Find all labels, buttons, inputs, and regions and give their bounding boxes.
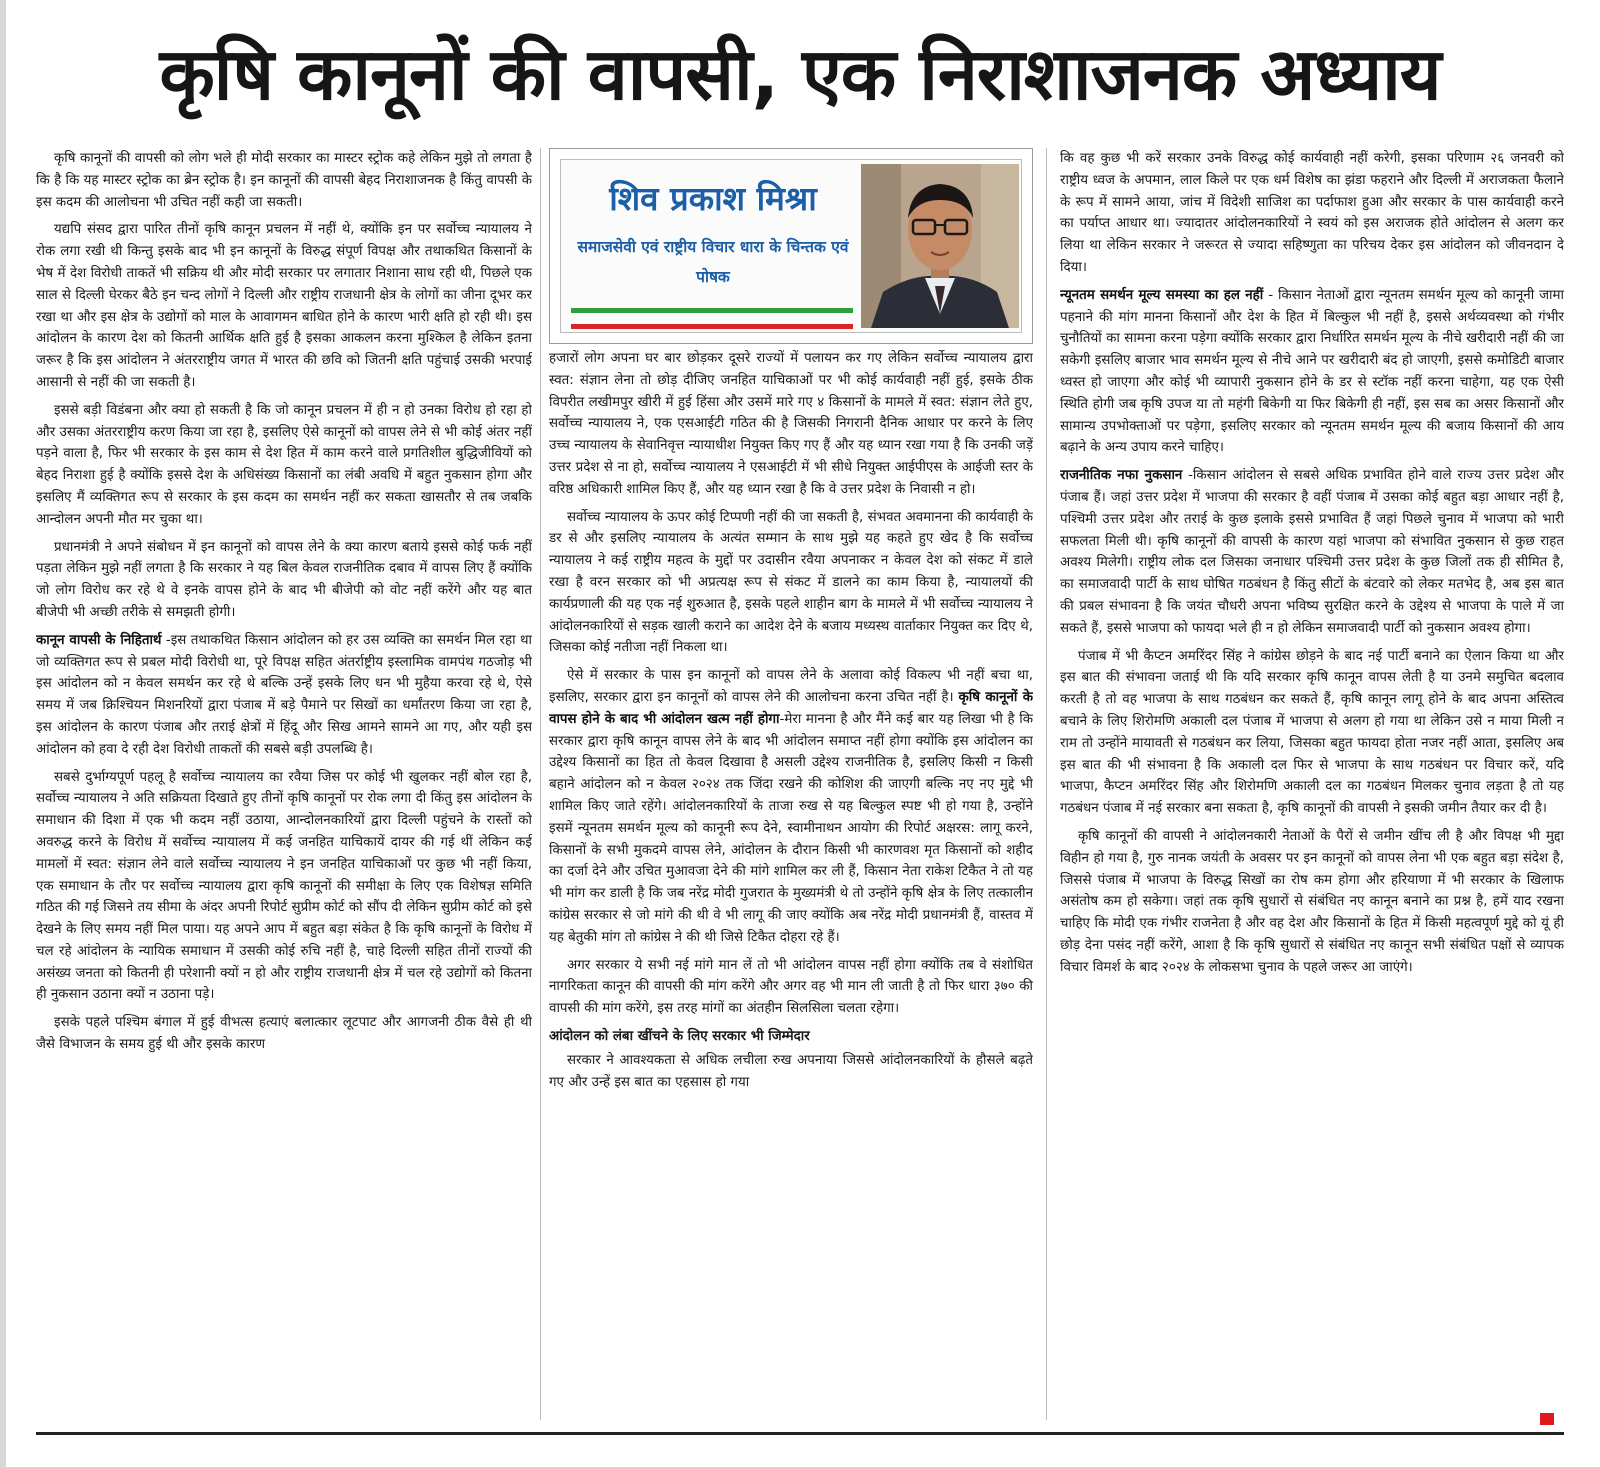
author-box [549, 148, 1033, 344]
paragraph [549, 665, 1033, 948]
subheading: कानून वापसी के निहितार्थ [36, 632, 162, 648]
paragraph: प्रधानमंत्री ने अपने संबोधन में इन कानूनों को वापस लेने के क्या कारण बताये इससे कोई फर्क नहीं पड़ता लेकिन मुझे नहीं लगता है कि सरकार ने यह बिल केवल राजनीतिक दबाव में वापस लिए हैं क्योंकि जो लोग विरोध कर रहे थे वे इनके वापस होने के बाद भी बीजेपी को वोट नहीं करेंगे और यह बात बीजेपी भी अच्छी तरीके से समझती होगी। [36, 539, 532, 620]
author-box-inner [560, 159, 1022, 333]
paragraph: सरकार ने आवश्यकता से अधिक लचीला रुख अपनाया जिससे आंदोलनकारियों के हौसले बढ़ते गए और उन्हें इस बात का एहसास हो गया [549, 1052, 1033, 1090]
article-headline: कृषि कानूनों की वापसी, एक निराशाजनक अध्याय [159, 32, 1441, 116]
paragraph: हजारों लोग अपना घर बार छोड़कर दूसरे राज्यों में पलायन कर गए लेकिन सर्वोच्च न्यायालय द्वारा स्वत: संज्ञान लेना तो छोड़ दीजिए जनहित याचिकाओं पर भी कोई कार्यवाही नहीं हुई, इसके ठीक विपरीत लखीमपुर खीरी में हुई हिंसा और उसमें मारे गए ४ किसानों के मामले में स्वत: संज्ञान लेते हुए, सर्वोच्च न्यायालय ने, एक एसआईटी गठित की है जिसकी निगरानी दैनिक आधार पर करने के लिए उच्च न्यायालय के सेवानिवृत्त न्यायाधीश नियुक्त किए गए हैं और यह ध्यान रखा गया है कि उनकी जड़ें उत्तर प्रदेश से ना हो, सर्वोच्च न्यायालय ने एसआईटी में भी सीधे नियुक्त आईपीएस के आईजी स्तर के वरिष्ठ अधिकारी शामिल किए हैं, और यह ध्यान रखा है कि वे उत्तर प्रदेश के निवासी न हो। [549, 351, 1033, 497]
green-band [571, 308, 853, 313]
paragraph-text: -मेरा मानना है और मैंने कई बार यह लिखा भी है कि सरकार द्वारा कृषि कानून वापस लेने के बाद भी आंदोलन समाप्त नहीं होगा क्योंकि इस आंदोलन का उद्देश्य किसानों का हित तो केवल दिखावा है असली उद्देश्य राजनीतिक है, इसलिए किसी न किसी बहाने आंदोलन को न केवल २०२४ तक जिंदा रखने की कोशिश की जाएगी बल्कि नए नए मुद्दे भी शामिल किए जाते रहेंगे। आंदोलनकारियों के ताजा रुख से यह बिल्कुल स्पष्ट भी हो गया है, उन्होंने इसमें न्यूनतम समर्थन मूल्य को कानूनी रूप देने, स्वामीनाथन आयोग की रिपोर्ट अक्षरस: लागू करने, किसानों के सभी मुकदमे वापस लेने, आंदोलन के दौरान किसी भी कारणवश मृत किसानों को शहीद का दर्जा देने और उचित मुआवजा देने की मांगे शामिल कर ली हैं, किसान नेता राकेश टिकैत ने तो यह भी मांग कर डाली है कि जब नरेंद्र मोदी गुजरात के मुख्यमंत्री थे तो उन्होंने कृषि क्षेत्र के लिए तत्कालीन कांग्रेस सरकार से जो मांगे की थी वे भी लागू की जाए क्योंकि अब नरेंद्र मोदी प्रधानमंत्री हैं, वास्तव में यह बेतुकी मांग तो कांग्रेस ने की थी जिसे टिकैत दोहरा रहे हैं। [549, 711, 1033, 945]
subheading: न्यूनतम समर्थन मूल्य समस्या का हल नहीं [1060, 287, 1264, 303]
author-role: समाजसेवी एवं राष्ट्रीय विचार धारा के चिन्तक एवं पोषक [577, 238, 849, 286]
paragraph [1060, 285, 1564, 459]
page-left-edge [0, 0, 6, 1467]
paragraph: कृषि कानूनों की वापसी को लोग भले ही मोदी सरकार का मास्टर स्ट्रोक कहे लेकिन मुझे तो लगता है कि है कि यह मास्टर स्ट्रोक का ब्रेन स्ट्रोक है। इन कानूनों की वापसी बेहद निराशाजनक है किंतु वापसी के इस कदम की आलोचना भी उचित नहीं कही जा सकती। [36, 151, 532, 210]
subheading: राजनीतिक नफा नुकसान [1060, 468, 1183, 484]
subheading: कृषि कानूनों के वापस होने के बाद भी आंदोलन खत्म नहीं होगा [549, 689, 1033, 727]
paragraph [1060, 465, 1564, 639]
bottom-rule [36, 1432, 1564, 1435]
article-column-1 [36, 148, 532, 1420]
column-divider [1046, 148, 1047, 1420]
paragraph-text: ऐसे में सरकार के पास इन कानूनों को वापस लेने के अलावा कोई विकल्प भी नहीं बचा था, इसलिए, सरकार द्वारा इन कानूनों को वापस लेने की आलोचना करना उचित नहीं है। [549, 668, 1033, 705]
paragraph-text: - किसान नेताओं द्वारा न्यूनतम समर्थन मूल्य को कानूनी जामा पहनाने की मांग मानना किसानों और देश के हित में बिल्कुल भी नहीं है, इससे अर्थव्यवस्था को गंभीर चुनौतियों का सामना करना पड़ेगा क्योंकि सरकार द्वारा निर्धारित समर्थन मूल्य के नीचे खरीदारी नहीं की जा सकेगी इसलिए बाजार भाव समर्थन मूल्य से नीचे आने पर खरीदारी बंद हो जाएगी, इससे कमोडिटी बाजार ध्वस्त हो जाएगा और कोई भी व्यापारी नुकसान होने के डर से स्टॉक नहीं करना चाहेगा, यह एक ऐसी स्थिति होगी जब कृषि उपज या तो महंगी बिकेगी या फिर बिकेगी ही नहीं, इस सब का असर किसानों और सामान्य उपभोक्ताओं पर पड़ेगा, इसलिए सरकार को न्यूनतम समर्थन मूल्य की बजाय किसानों की आय बढ़ाने के अन्य उपाय करने चाहिए। [1060, 287, 1564, 456]
red-band [571, 324, 853, 329]
paragraph: इसके पहले पश्चिम बंगाल में हुई वीभत्स हत्याएं बलात्कार लूटपाट और आगजनी ठीक वैसे ही थी जैसे विभाजन के समय हुई थी और इसके कारण [36, 1015, 532, 1053]
paragraph-text: -इस तथाकथित किसान आंदोलन को हर उस व्यक्ति का समर्थन मिल रहा था जो व्यक्तिगत रूप से प्रबल मोदी विरोधी था, पूरे विपक्ष सहित अंतर्राष्ट्रीय इस्लामिक वामपंथ गठजोड़ भी इस आंदोलन को न केवल समर्थन कर रहे थे बल्कि उन्हें इसके लिए धन भी मुहैया करवा रहे थे, ऐसे समय में जब क्रिश्चियन मिशनरियों द्वारा पंजाब में बड़े पैमाने पर सिखों का धर्मांतरण किया जा रहा है, इस आंदोलन के कारण पंजाब और तराई क्षेत्रों में हिंदू और सिख आमने सामने आ गए, और यही इस आंदोलन को हवा दे रही देश विरोधी ताकतों की सबसे बड़ी उपलब्धि है। [36, 632, 532, 757]
author-name: शिव प्रकाश मिश्रा [609, 179, 817, 218]
paragraph: यद्यपि संसद द्वारा पारित तीनों कृषि कानून प्रचलन में नहीं थे, क्योंकि इन पर सर्वोच्च न्यायालय ने रोक लगा रखी थी किन्तु इसके बाद भी इन कानूनों के विरुद्ध संपूर्ण विपक्ष और तथाकथित किसानों के भेष में देश विरोधी ताकतें भी सक्रिय थी और मोदी सरकार पर लगातार निशाना साध रही थी, पिछले एक साल से दिल्ली घेरकर बैठे इन चन्द लोगों ने दिल्ली और राष्ट्रीय राजधानी क्षेत्र के लोगों का जीना दूभर कर रखा था और इस क्षेत्र के उद्योगों को माल के आवागमन बाधित होने के कारण भारी क्षति हो रही थी। इस आंदोलन के कारण देश को कितनी आर्थिक क्षति हुई है इसका आकलन करना मुश्किल है लेकिन इतना जरूर है कि इस आंदोलन ने अंतरराष्ट्रीय जगत में भारत की छवि को जितनी क्षति पहुंचाई उसकी भरपाई आसानी से नहीं की जा सकती है। [36, 222, 532, 390]
paragraph: इससे बड़ी विडंबना और क्या हो सकती है कि जो कानून प्रचलन में ही न हो उनका विरोध हो रहा हो और उसका अंतरराष्ट्रीय करण किया जा रहा है, इसलिए ऐसे कानूनों को वापस लेने से भी कोई अंतर नहीं पड़ने वाला है, फिर भी सरकार के इस काम से देश हित में काम करने वाले प्रगतिशील बुद्धिजीवियों को बेहद निराशा हुई है क्योंकि इससे देश के अधिसंख्य किसानों का लंबी अवधि में बहुत नुकसान होगा और इसलिए मैं व्यक्तिगत रूप से सरकार के इस कदम का समर्थन नहीं कर सकता खासतौर से तब जबकि आन्दोलन अपनी मौत मर चुका था। [36, 402, 532, 527]
paragraph: कृषि कानूनों की वापसी ने आंदोलनकारी नेताओं के पैरों से जमीन खींच ली है और विपक्ष भी मुद्दा विहीन हो गया है, गुरु नानक जयंती के अवसर पर इन कानूनों को वापस लेना भी एक बहुत बड़ा संदेश है, जिससे पंजाब में भाजपा के विरुद्ध सिखों का रोष कम होगा और हरियाणा में भी सरकार के खिलाफ असंतोष कम हो सकेगा। जहां तक कृषि सुधारों से संबंधित नए कानून बनाने का प्रश्न है, हमें याद रखना चाहिए कि मोदी एक गंभीर राजनेता है और वह देश और किसानों के हित में किसी महत्वपूर्ण मुद्दे को यूं ही छोड़ देना पसंद नहीं करेंगे, आशा है कि कृषि सुधारों से संबंधित नए कानून सभी संबंधित पक्षों से व्यापक विचार विमर्श के बाद २०२४ के लोकसभा चुनाव के पहले जरूर आ जाएंगे। [1060, 828, 1564, 975]
paragraph: सर्वोच्च न्यायालय के ऊपर कोई टिप्पणी नहीं की जा सकती है, संभवत अवमानना की कार्यवाही के डर से और इसलिए न्यायालय के अत्यंत सम्मान के साथ मुझे यह कहते हुए खेद है कि सर्वोच्च न्यायालय ने कई राष्ट्रीय महत्व के मुद्दों पर उदासीन रवैया अपनाकर न केवल देश को संकट में डाले रखा है वरन सरकार को भी अप्रत्यक्ष रूप से संकट में डालने का काम किया है, न्यायालयों की कार्यप्रणाली की यह एक नई शुरुआत है, इसके पहले शाहीन बाग के मामले में भी सर्वोच्च न्यायालय ने आंदोलनकारियों से सड़क खाली कराने का आदेश देने के बजाय मध्यस्थ वार्ताकार नियुक्त कर दिए थे, जिसका कोई नतीजा नहीं निकला था। [549, 509, 1033, 656]
article-column-3 [1060, 148, 1564, 1420]
author-photo [861, 164, 1019, 328]
column-divider [540, 148, 541, 1420]
paragraph: कि वह कुछ भी करें सरकार उनके विरुद्ध कोई कार्यवाही नहीं करेगी, इसका परिणाम २६ जनवरी को राष्ट्रीय ध्वज के अपमान, लाल किले पर एक धर्म विशेष का झंडा फहराने और दिल्ली में अराजकता फैलाने के रूप में सामने आया, जांच में विदेशी साजिश का पर्दाफाश हुआ और सरकार के पास कार्यवाही करने का पर्याप्त आधार था। ज्यादातर आंदोलनकारियों ने स्वयं को इस अराजक होते आंदोलन से अलग कर लिया था लेकिन सरकार ने जरूरत से ज्यादा सहिष्णुता का परिचय देकर इस आंदोलन को जीवनदान दे दिया। [1060, 151, 1564, 275]
paragraph: अगर सरकार ये सभी नई मांगे मान लें तो भी आंदोलन वापस नहीं होगा क्योंकि तब वे संशोधित नागरिकता कानून की वापसी की मांग करेंगे और अगर वह भी मान ली जाती है तो फिर धारा ३७० की वापसी की मांग करेंगे, इस तरह मांगों का अंतहीन सिलसिला चलता रहेगा। [549, 957, 1033, 1017]
article-end-mark [1540, 1413, 1554, 1425]
author-portrait-icon [861, 164, 1019, 328]
paragraph: पंजाब में भी कैप्टन अमरिंदर सिंह ने कांग्रेस छोड़ने के बाद नई पार्टी बनाने का ऐलान किया था और इस बात की संभावना जताई थी कि यदि सरकार कृषि कानून वापस लेती है या उनमे समुचित बदलाव करती है तो वह भाजपा के साथ गठबंधन कर सकते हैं, कृषि कानून लागू होने के बाद अपना अस्तित्व बचाने के लिए शिरोमणि अकाली दल पंजाब में भाजपा से अलग हो गया था लेकिन उसे न माया मिली न राम तो उन्होंने मायावती से गठबंधन कर लिया, जिसका बहुत फायदा होता नजर नहीं आता, इसलिए अब इस बात की भी संभावना है कि अकाली दल फिर से भाजपा के साथ गठबंधन पर विचार करें, यदि भाजपा, कैप्टन अमरिंदर सिंह और शिरोमणि अकाली दल का गठबंधन मिलकर चुनाव लड़ता है तो यह गठबंधन पंजाब में नई सरकार बना सकता है, कृषि कानूनों की वापसी ने इसकी जमीन तैयार कर दी है। [1060, 648, 1564, 817]
article-column-2 [549, 348, 1033, 1420]
paragraph: सबसे दुर्भाग्यपूर्ण पहलू है सर्वोच्च न्यायालय का रवैया जिस पर कोई भी खुलकर नहीं बोल रहा है, सर्वोच्च न्यायालय ने अति सक्रियता दिखाते हुए तीनों कृषि कानूनों पर रोक लगा दी किंतु इस आंदोलन के समाधान की दिशा में एक भी कदम नहीं उठाया, आन्दोलनकारियों द्वारा दिल्ली पहुंचने के रास्तों को अवरुद्ध करने के विरोध में सर्वोच्च न्यायालय में कई जनहित याचिकायें दायर की गई थीं लेकिन कई मामलों में स्वत: संज्ञान लेने वाले सर्वोच्च न्यायालय ने इन जनहित याचिकाओं पर कुछ भी नहीं किया, एक समाधान के तौर पर सर्वोच्च न्यायालय द्वारा कृषि कानूनों की समीक्षा के लिए एक विशेषज्ञ समिति गठित की गई जिसने तय सीमा के अंदर अपनी रिपोर्ट सुप्रीम कोर्ट को सौंप दी लेकिन सुप्रीम कोर्ट को इसे देखने के लिए समय नहीं मिल पाया। यह अपने आप में बहुत बड़ा संकेत है कि कृषि कानूनों के विरोध में चल रहे आंदोलन के न्यायिक समाधान में उसकी कोई रुचि नहीं है, चाहे दिल्ली सहित तीनों राज्यों की असंख्य जनता को कितनी ही परेशानी क्यों न हो और राष्ट्रीय राजधानी क्षेत्र में चल रहे उद्योगों को कितना ही नुकसान उठाना क्यों न उठाना पड़े। [36, 769, 532, 1003]
subheading: आंदोलन को लंबा खींचने के लिए सरकार भी जिम्मेदार [549, 1028, 810, 1044]
paragraph [36, 630, 532, 761]
paragraph-text: -किसान आंदोलन से सबसे अधिक प्रभावित होने वाले राज्य उत्तर प्रदेश और पंजाब हैं। जहां उत्तर प्रदेश में भाजपा की सरकार है वहीं पंजाब में उसका कोई बहुत बड़ा आधार नहीं है, पश्चिमी उत्तर प्रदेश और तराई के कुछ इलाके इससे प्रभावित हैं जहां पिछले चुनाव में भाजपा को भारी सफलता मिली थी। कृषि कानूनों की वापसी के कारण यहां भाजपा को संभावित नुकसान से कुछ राहत अवश्य मिलेगी। राष्ट्रीय लोक दल जिसका जनाधार पश्चिमी उत्तर प्रदेश के कुछ जिलों तक ही सीमित है, का समाजवादी पार्टी के साथ घोषित गठबंधन है किंतु सीटों के बंटवारे को लेकर मतभेद है, अब इस बात की प्रबल संभावना है कि जयंत चौधरी अपना भविष्य सुरक्षित करने के उद्देश्य से भाजपा के पाले में जा सकते हैं, इससे भाजपा को फायदा भले ही न हो लेकिन समाजवादी पार्टी को नुकसान अवश्य होगा। [1060, 468, 1564, 636]
